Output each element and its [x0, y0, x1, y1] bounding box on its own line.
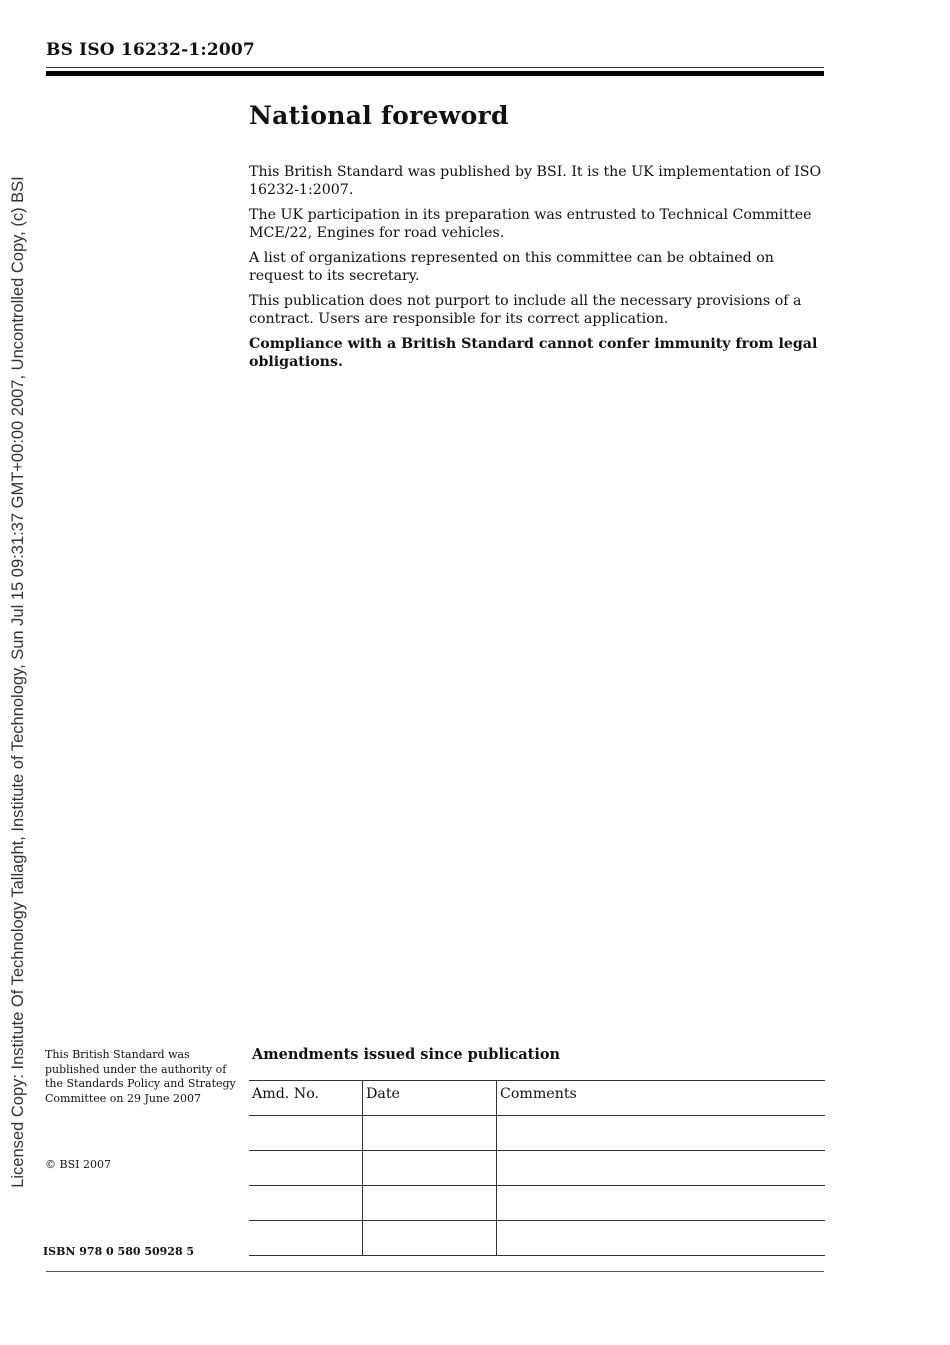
foreword-body — [249, 164, 829, 379]
table-cell — [497, 1186, 826, 1221]
table-cell — [363, 1221, 497, 1256]
table-row — [249, 1221, 825, 1256]
header-thin-rule — [46, 67, 824, 68]
foreword-paragraph: This British Standard was published by BSI. It is the UK implementation of ISO 16232-1:2007. — [249, 164, 822, 198]
table-header-row — [249, 1081, 825, 1116]
table-cell — [363, 1116, 497, 1151]
table-cell — [497, 1116, 826, 1151]
copyright-notice: © BSI 2007 — [45, 1158, 111, 1171]
table-cell — [497, 1221, 826, 1256]
column-header-date: Date — [363, 1081, 497, 1116]
column-header-comments: Comments — [497, 1081, 826, 1116]
header-thick-rule — [46, 71, 824, 76]
page-title: National foreword — [249, 101, 509, 130]
authority-note: This British Standard was published under the authority of the Standards Policy and Strategy Committee on 29 June 2007 — [45, 1048, 236, 1105]
foreword-paragraph: This publication does not purport to include all the necessary provisions of a contract. Users are responsible for its correct application. — [249, 293, 802, 327]
amendments-title: Amendments issued since publication — [252, 1046, 561, 1063]
license-watermark: Licensed Copy: Institute Of Technology Tallaght, Institute of Technology, Sun Jul 15 09:31:37 GMT+00:00 2007, Uncontrolled Copy, (c) BSI — [9, 176, 27, 1188]
foreword-paragraph: The UK participation in its preparation was entrusted to Technical Committee MCE/22, Engines for road vehicles. — [249, 207, 812, 241]
compliance-statement: Compliance with a British Standard cannot confer immunity from legal obligations. — [249, 336, 818, 370]
footer-rule — [46, 1271, 824, 1272]
document-identifier: BS ISO 16232-1:2007 — [46, 40, 255, 60]
foreword-paragraph: A list of organizations represented on this committee can be obtained on request to its secretary. — [249, 250, 774, 284]
table-row — [249, 1186, 825, 1221]
column-header-amd-no: Amd. No. — [249, 1081, 363, 1116]
table-row — [249, 1151, 825, 1186]
table-cell — [497, 1151, 826, 1186]
table-cell — [363, 1186, 497, 1221]
table-cell — [249, 1186, 363, 1221]
table-cell — [249, 1221, 363, 1256]
table-cell — [249, 1116, 363, 1151]
isbn: ISBN 978 0 580 50928 5 — [43, 1245, 195, 1258]
table-cell — [363, 1151, 497, 1186]
table-row — [249, 1116, 825, 1151]
amendments-table — [249, 1080, 825, 1256]
table-cell — [249, 1151, 363, 1186]
